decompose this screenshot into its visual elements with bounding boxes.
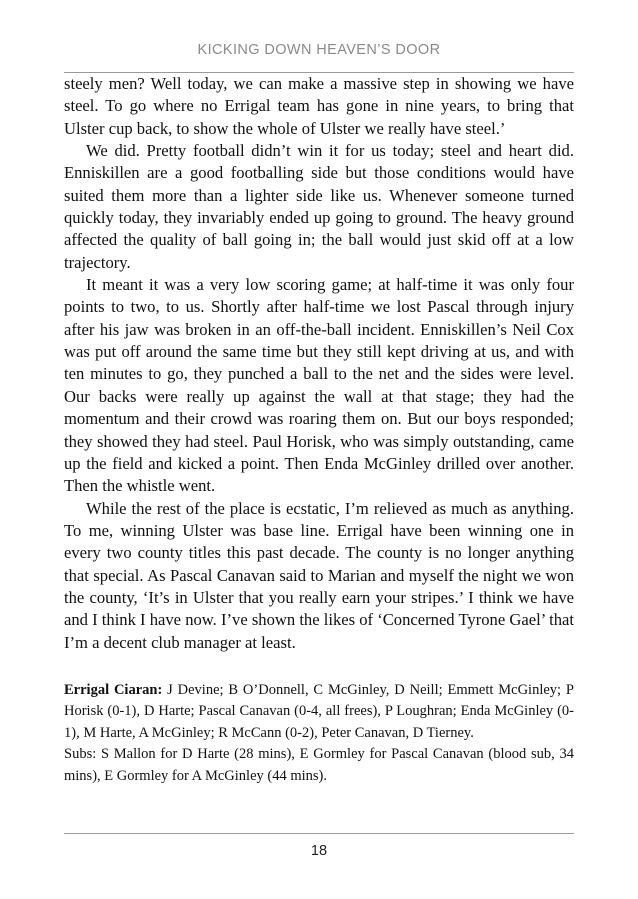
paragraph: It meant it was a very low scoring game; at half-time it was only four points to two, to us. Shortly after half-time we lost Pascal through injury after his jaw was broken in an off-the-ball incident. Enniskillen’s Neil Cox was put off around the same time but they still kept driving at us, and with ten minutes to go, they punched a ball to the net and the sides were level. Our backs were really up against the wall at that stage; they had the momentum and their crowd was roaring them on. But our boys responded; they showed they had steel. Paul Horisk, who was simply outstanding, came up the field and kicked a point. Then Enda McGinley drilled over another. Then the whistle went. [64, 275, 574, 496]
team-name: Errigal Ciaran: [64, 682, 163, 698]
lineup-text: J Devine; B O’Donnell, C McGinley, D Neill; Emmett McGinley; P Horisk (0-1), D Harte; Pascal Canavan (0-4, all frees), P Loughran; Enda McGinley (0-1), M Harte, A McGinley; R McCann (0-2), Peter Canavan, D Tierney. [64, 682, 574, 741]
team-lineup [64, 680, 574, 787]
lineup-paragraph [64, 680, 574, 744]
paragraph: While the rest of the place is ecstatic, I’m relieved as much as anything. To me, winning Ulster was base line. Errigal have been winning one in every two county titles this past decade. The county is no longer anything that special. As Pascal Canavan said to Marian and myself the night we won the county, ‘It’s in Ulster that you really earn your stripes.’ I think we have and I think I have now. I’ve shown the likes of ‘Concerned Tyrone Gael’ that I’m a decent club manager at least. [64, 498, 575, 652]
page-number: 18 [310, 843, 328, 859]
running-title: KICKING DOWN HEAVEN’S DOOR [197, 42, 441, 58]
paragraph: steely men? Well today, we can make a massive step in showing we have steel. To go where no Errigal team has gone in nine years, to bring that Ulster cup back, to show the whole of Ulster we really have steel.’ [64, 74, 574, 138]
footer-rule [64, 833, 574, 834]
subs-paragraph: Subs: S Mallon for D Harte (28 mins), E Gormley for Pascal Canavan (blood sub, 34 mins), E Gormley for A McGinley (44 mins). [64, 746, 574, 784]
body-text [64, 73, 574, 654]
paragraph: We did. Pretty football didn’t win it for us today; steel and heart did. Enniskillen are a good footballing side but those conditions would have suited them more than a lighter side like us. Whenever someone turned quickly today, they invariably ended up going to ground. The heavy ground affected the quality of ball going in; the ball would just skid off at a low trajectory. [64, 141, 574, 272]
